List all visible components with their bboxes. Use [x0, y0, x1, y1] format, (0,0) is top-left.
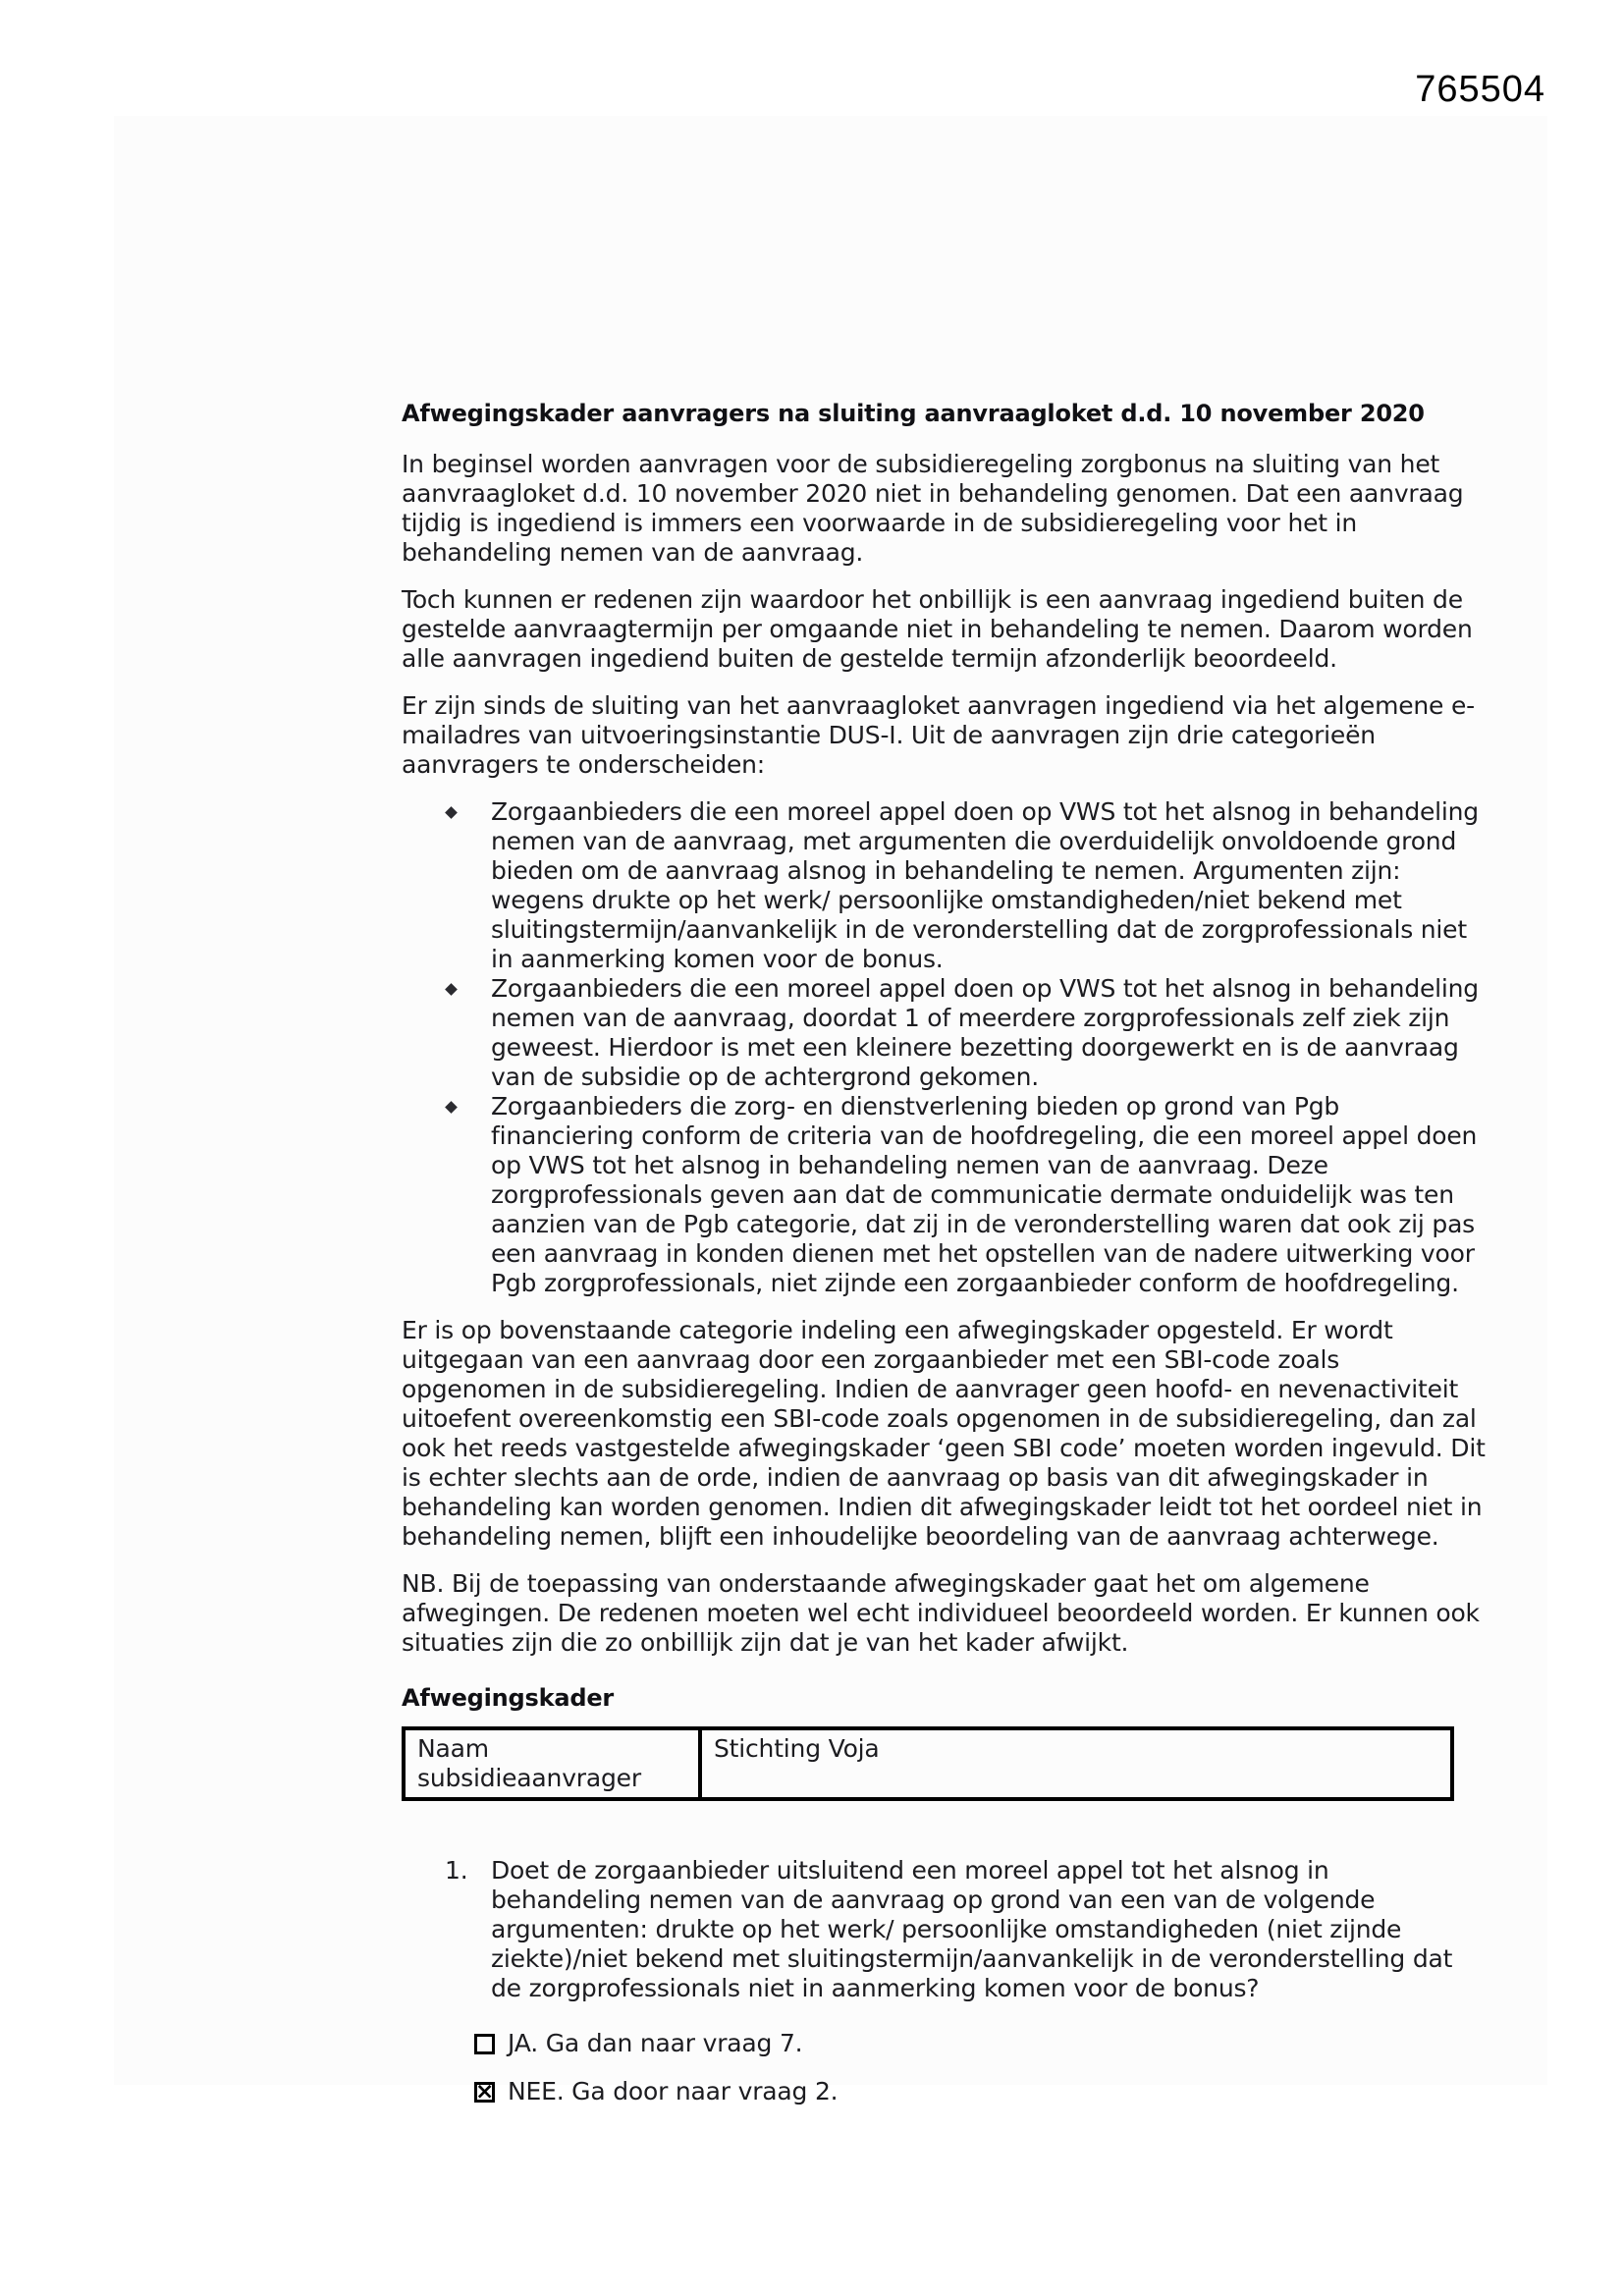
option-nee [474, 2077, 1487, 2106]
paragraph-nb: NB. Bij de toepassing van onderstaande afwegingskader gaat het om algemene afwegingen. De redenen moeten wel echt individueel beoordeeld worden. Er kunnen ook situaties zijn die zo onbillijk zijn dat je van het kader afwijkt. [402, 1569, 1480, 1657]
document-content [402, 399, 1487, 2125]
category-bullet-list [402, 797, 1487, 1298]
option-label: JA. Ga dan naar vraag 7. [508, 2029, 803, 2057]
bullet-item [402, 797, 1487, 974]
checkbox-mark: × [474, 2078, 495, 2105]
paragraph-intro-1: In beginsel worden aanvragen voor de subsidieregeling zorgbonus na sluiting van het aanvraagloket d.d. 10 november 2020 niet in behandeling genomen. Dat een aanvraag tijdig is ingediend is immers een voorwaarde in de subsidieregeling voor het in behandeling nemen van de aanvraag. [402, 450, 1464, 567]
bullet-icon [445, 806, 458, 819]
bullet-text: Zorgaanbieders die zorg- en dienstverlening bieden op grond van Pgb financiering conform de criteria van de hoofdregeling, die een moreel appel doen op VWS tot het alsnog in behandeling nemen van de aanvraag. Deze zorgprofessionals geven aan dat de communicatie dermate onduidelijk was ten aanzien van de Pgb categorie, dat zij in de veronderstelling waren dat ook zij pas een aanvraag in konden dienen met het opstellen van de nadere uitwerking voor Pgb zorgprofessionals, niet zijnde een zorgaanbieder conform de hoofdregeling. [491, 1092, 1478, 1297]
table-value-cell: Stichting Voja [700, 1728, 1452, 1799]
paragraph-intro-3: Er zijn sinds de sluiting van het aanvraagloket aanvragen ingediend via het algemene e-mailadres van uitvoeringsinstantie DUS-I. Uit de aanvragen zijn drie categorieën aanvragers te onderscheiden: [402, 691, 1475, 779]
table-label-cell: Naam subsidieaanvrager [404, 1728, 700, 1799]
answer-options [474, 2017, 1487, 2106]
bullet-item [402, 1092, 1487, 1298]
section-heading-afwegingskader: Afwegingskader [402, 1684, 615, 1712]
bullet-text: Zorgaanbieders die een moreel appel doen op VWS tot het alsnog in behandeling nemen van de aanvraag, doordat 1 of meerdere zorgprofessionals zelf ziek zijn geweest. Hierdoor is met een kleinere bezetting doorgewerkt en is de aanvraag van de subsidie op de achtergrond gekomen. [491, 974, 1479, 1091]
bullet-icon [445, 983, 458, 996]
document-title: Afwegingskader aanvragers na sluiting aanvraagloket d.d. 10 november 2020 [402, 400, 1425, 427]
paragraph-afwegingskader-uitleg: Er is op bovenstaande categorie indeling een afwegingskader opgesteld. Er wordt uitgegaan van een aanvraag door een zorgaanbieder met een SBI-code zoals opgenomen in de subsidieregeling. Indien de aanvrager geen hoofd- en nevenactiviteit uitoefent overeenkomstig een SBI-code zoals opgenomen in de subsidieregeling, dan zal ook het reeds vastgestelde afwegingskader ‘geen SBI code’ moeten worden ingevuld. Dit is echter slechts aan de orde, indien de aanvraag op basis van dit afwegingskader in behandeling kan worden genomen. Indien dit afwegingskader leidt tot het oordeel niet in behandeling nemen, blijft een inhoudelijke beoordeling van de aanvraag achterwege. [402, 1316, 1486, 1551]
applicant-table [402, 1726, 1454, 1801]
ja-checkbox[interactable] [474, 2034, 495, 2054]
question-1 [445, 1856, 1487, 2003]
scanned-page [114, 116, 1547, 2105]
bullet-icon [445, 1101, 458, 1114]
question-text: Doet de zorgaanbieder uitsluitend een moreel appel tot het alsnog in behandeling nemen van de aanvraag op grond van een van de volgende argumenten: drukte op het werk/ persoonlijke omstandigheden (niet zijnde ziekte)/niet bekend met sluitingstermijn/aanvankelijk in de veronderstelling dat de zorgprofessionals niet in aanmerking komen voor de bonus? [491, 1856, 1453, 2002]
document-id-number: 765504 [1415, 69, 1545, 110]
bullet-item [402, 974, 1487, 1092]
table-row [404, 1728, 1452, 1799]
option-label: NEE. Ga door naar vraag 2. [508, 2077, 839, 2105]
bullet-text: Zorgaanbieders die een moreel appel doen op VWS tot het alsnog in behandeling nemen van de aanvraag, met argumenten die overduidelijk onvoldoende grond bieden om de aanvraag alsnog in behandeling te nemen. Argumenten zijn: wegens drukte op het werk/ persoonlijke omstandigheden/niet bekend met sluitingstermijn/aanvankelijk in de veronderstelling dat de zorgprofessionals niet in aanmerking komen voor de bonus. [491, 797, 1479, 973]
question-number: 1. [445, 1856, 468, 1885]
paragraph-intro-2: Toch kunnen er redenen zijn waardoor het onbillijk is een aanvraag ingediend buiten de gestelde aanvraagtermijn per omgaande niet in behandeling te nemen. Daarom worden alle aanvragen ingediend buiten de gestelde termijn afzonderlijk beoordeeld. [402, 585, 1473, 673]
option-ja [474, 2029, 1487, 2058]
nee-checkbox[interactable] [474, 2078, 495, 2105]
